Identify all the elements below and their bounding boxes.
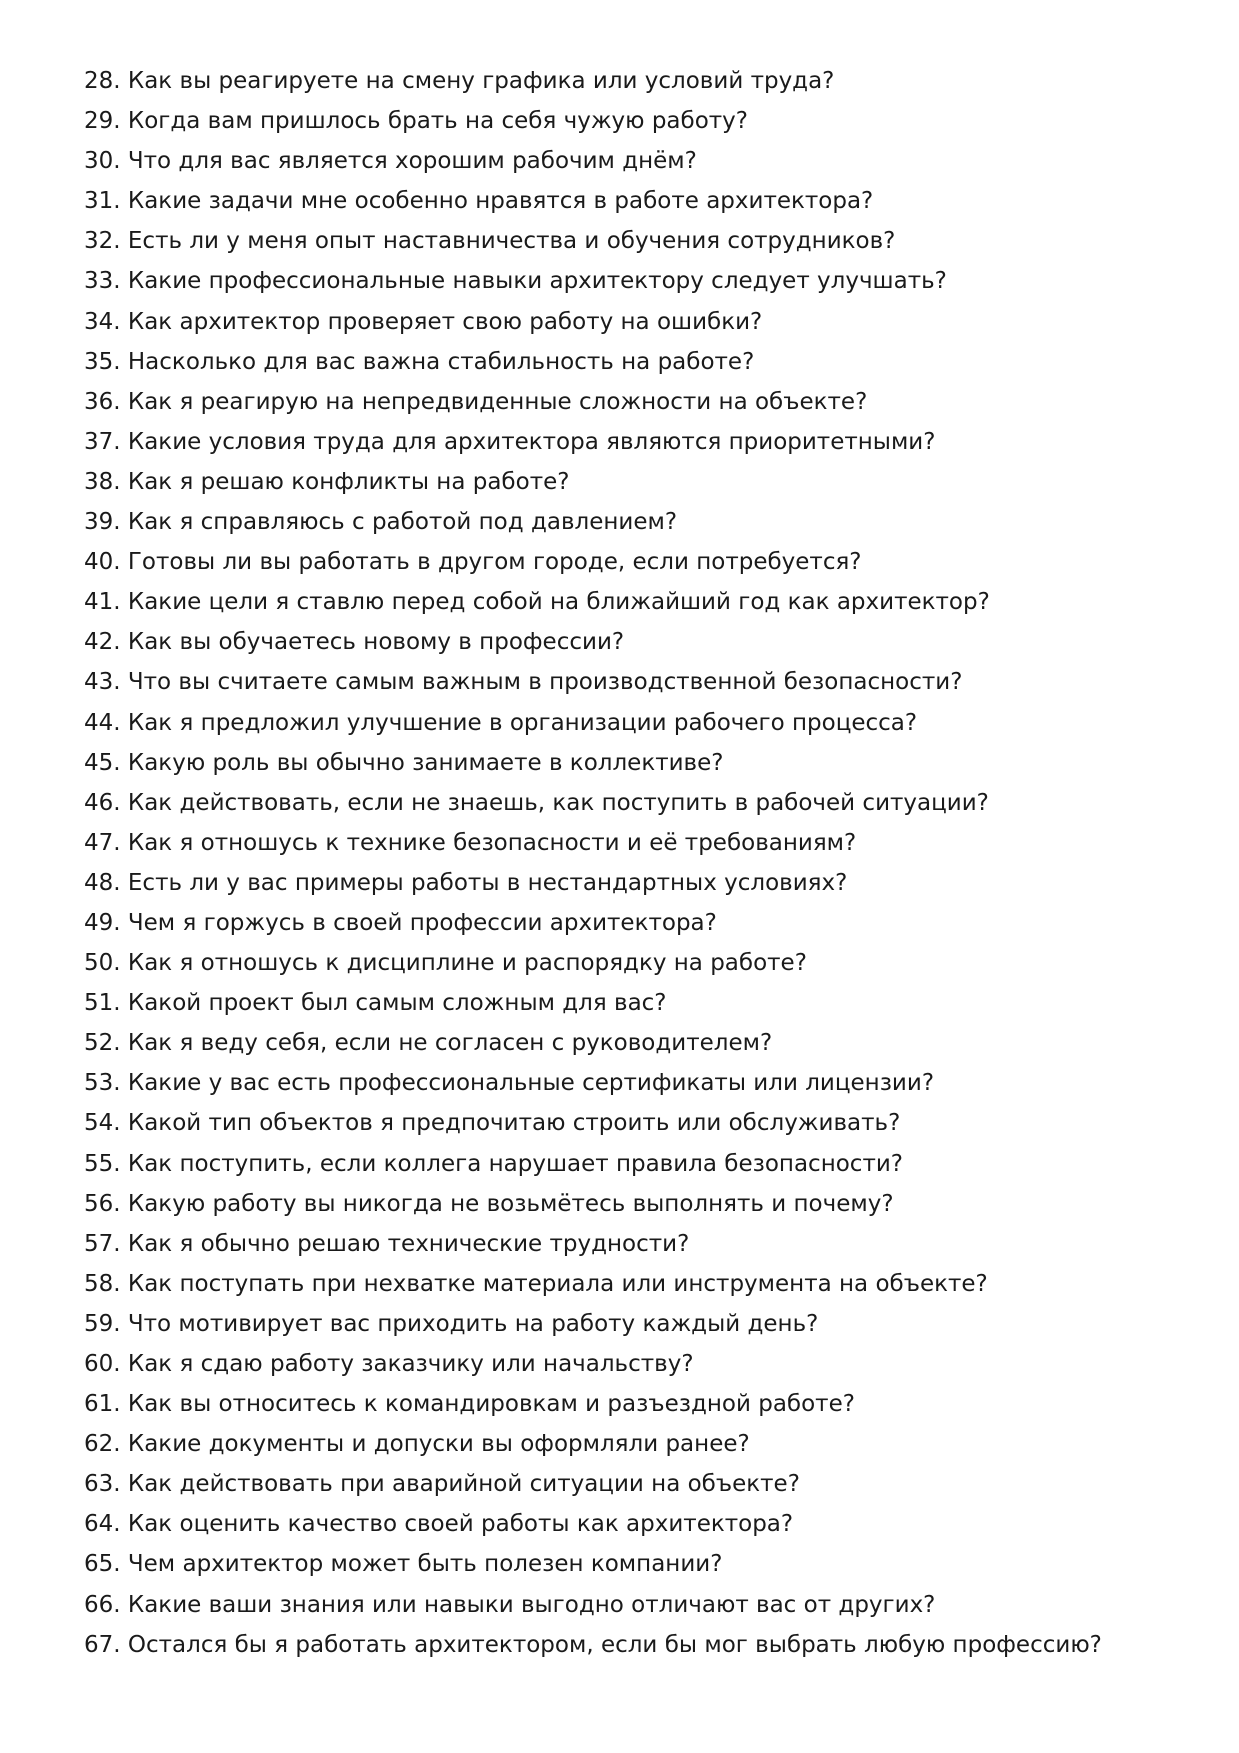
question-58: 58. Как поступать при нехватке материала или инструмента на объекте? — [84, 1270, 988, 1297]
question-28: 28. Как вы реагируете на смену графика или условий труда? — [84, 68, 835, 94]
question-48: 48. Есть ли у вас примеры работы в нестандартных условиях? — [84, 869, 848, 896]
question-46: 46. Как действовать, если не знаешь, как поступить в рабочей ситуации? — [84, 789, 989, 816]
question-37: 37. Какие условия труда для архитектора являются приоритетными? — [84, 428, 936, 455]
question-40: 40. Готовы ли вы работать в другом городе, если потребуется? — [84, 549, 862, 576]
question-41: 41. Какие цели я ставлю перед собой на ближайший год как архитектор? — [84, 589, 990, 616]
question-59: 59. Что мотивирует вас приходить на работу каждый день? — [84, 1310, 819, 1337]
question-67: 67. Остался бы я работать архитектором, если бы мог выбрать любую профессию? — [84, 1631, 1102, 1658]
question-53: 53. Какие у вас есть профессиональные сертификаты или лицензии? — [84, 1070, 935, 1097]
question-54: 54. Какой тип объектов я предпочитаю строить или обслуживать? — [84, 1110, 901, 1137]
question-list — [84, 61, 1184, 1665]
question-50: 50. Как я отношусь к дисциплине и распорядку на работе? — [84, 950, 807, 977]
question-52: 52. Как я веду себя, если не согласен с руководителем? — [84, 1030, 773, 1057]
question-43: 43. Что вы считаете самым важным в производственной безопасности? — [84, 669, 963, 696]
question-65: 65. Чем архитектор может быть полезен компании? — [84, 1551, 723, 1578]
question-42: 42. Как вы обучаетесь новому в профессии? — [84, 629, 625, 656]
question-39: 39. Как я справляюсь с работой под давлением? — [84, 509, 678, 536]
question-47: 47. Как я отношусь к технике безопасности и её требованиям? — [84, 829, 857, 856]
question-33: 33. Какие профессиональные навыки архитектору следует улучшать? — [84, 268, 947, 295]
question-60: 60. Как я сдаю работу заказчику или начальству? — [84, 1351, 694, 1377]
question-32: 32. Есть ли у меня опыт наставничества и обучения сотрудников? — [84, 228, 896, 255]
question-56: 56. Какую работу вы никогда не возьмётесь выполнять и почему? — [84, 1190, 894, 1217]
question-35: 35. Насколько для вас важна стабильность на работе? — [84, 348, 755, 375]
question-49: 49. Чем я горжусь в своей профессии архитектора? — [84, 909, 717, 936]
question-29: 29. Когда вам пришлось брать на себя чужую работу? — [84, 108, 748, 135]
question-64: 64. Как оценить качество своей работы как архитектора? — [84, 1511, 794, 1538]
question-55: 55. Как поступить, если коллега нарушает правила безопасности? — [84, 1150, 904, 1177]
question-38: 38. Как я решаю конфликты на работе? — [84, 468, 570, 495]
question-30: 30. Что для вас является хорошим рабочим днём? — [84, 148, 697, 175]
question-51: 51. Какой проект был самым сложным для вас? — [84, 990, 667, 1017]
question-62: 62. Какие документы и допуски вы оформляли ранее? — [84, 1431, 750, 1458]
question-44: 44. Как я предложил улучшение в организации рабочего процесса? — [84, 709, 918, 736]
question-34: 34. Как архитектор проверяет свою работу на ошибки? — [84, 308, 763, 335]
question-31: 31. Какие задачи мне особенно нравятся в работе архитектора? — [84, 188, 874, 215]
question-63: 63. Как действовать при аварийной ситуации на объекте? — [84, 1471, 800, 1498]
question-57: 57. Как я обычно решаю технические трудности? — [84, 1230, 690, 1257]
question-36: 36. Как я реагирую на непредвиденные сложности на объекте? — [84, 388, 868, 415]
question-66: 66. Какие ваши знания или навыки выгодно отличают вас от других? — [84, 1591, 936, 1618]
question-61: 61. Как вы относитесь к командировкам и разъездной работе? — [84, 1391, 855, 1418]
question-45: 45. Какую роль вы обычно занимаете в коллективе? — [84, 749, 724, 776]
